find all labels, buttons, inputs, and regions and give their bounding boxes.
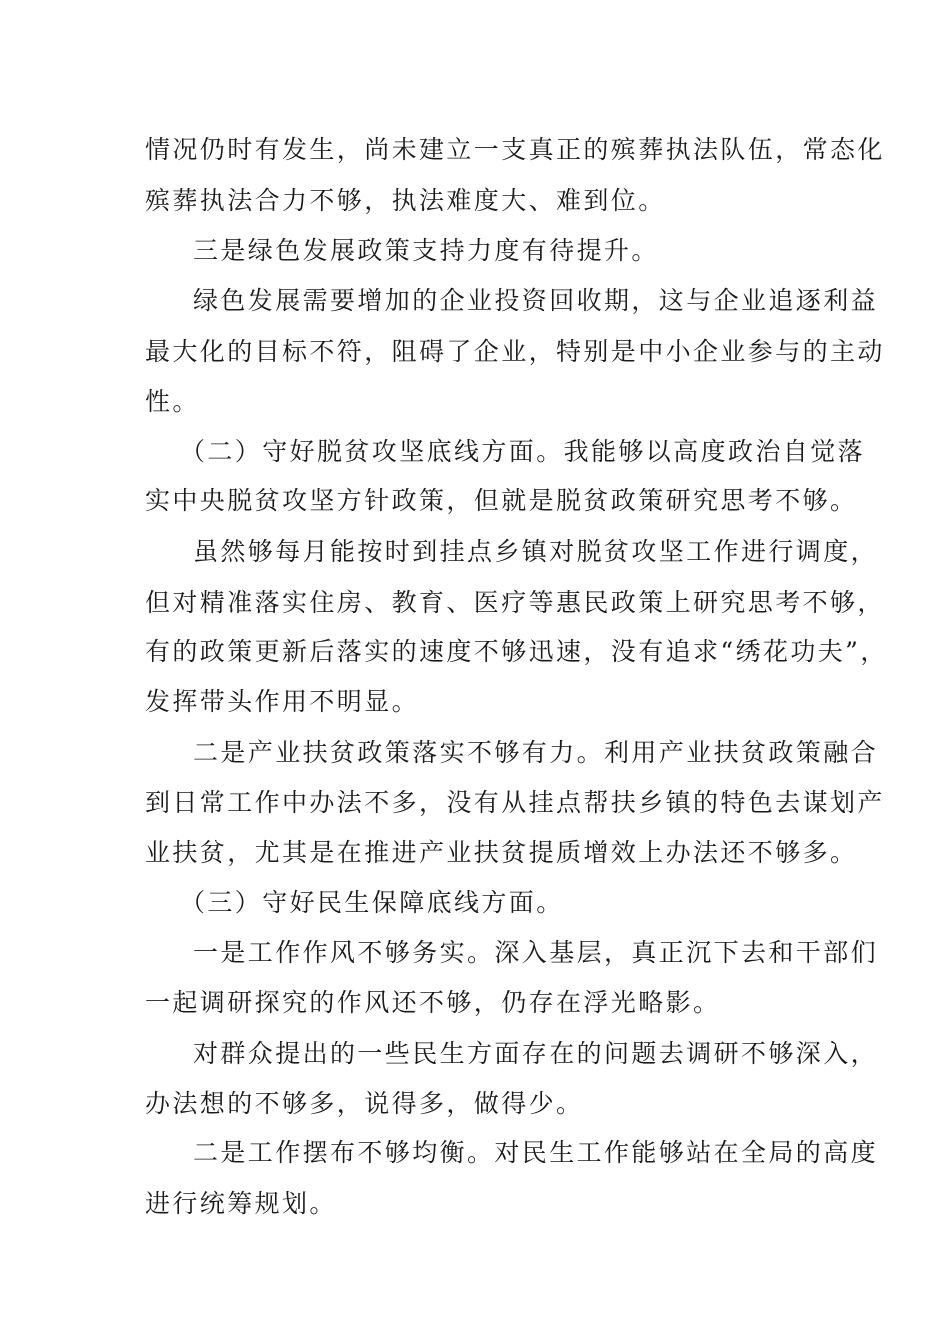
paragraph-line: 但对精准落实住房、教育、医疗等惠民政策上研究思考不够， [145,588,885,617]
paragraph-line: 实中央脱贫攻坚方针政策，但就是脱贫政策研究思考不够。 [145,486,858,515]
paragraph-line: 殡葬执法合力不够，执法难度大、难到位。 [145,186,666,215]
paragraph-line: 到日常工作中办法不多，没有从挂点帮扶乡镇的特色去谋划产 [145,788,885,817]
paragraph-line: 业扶贫，尤其是在推进产业扶贫提质增效上办法还不够多。 [145,838,858,867]
paragraph-line: 有的政策更新后落实的速度不够迅速，没有追求“绣花功夫”， [145,637,888,666]
paragraph-line: 一是工作作风不够务实。深入基层，真正沉下去和干部们 [193,938,879,967]
section-heading: （二）守好脱贫攻坚底线方面。我能够以高度政治自觉落 [180,437,866,466]
paragraph-line: 三是绿色发展政策支持力度有待提升。 [193,236,659,265]
paragraph-line: 情况仍时有发生，尚未建立一支真正的殡葬执法队伍，常态化 [145,135,885,164]
paragraph-line: 一起调研探究的作风还不够，仍存在浮光略影。 [145,988,721,1017]
paragraph-line: 办法想的不够多，说得多，做得少。 [145,1089,584,1118]
paragraph-line: 进行统筹规划。 [145,1189,337,1218]
paragraph-line: 发挥带头作用不明显。 [145,687,420,716]
paragraph-line: 性。 [145,387,200,416]
paragraph-line: 二是工作摆布不够均衡。对民生工作能够站在全局的高度 [193,1138,879,1167]
paragraph-line: 二是产业扶贫政策落实不够有力。利用产业扶贫政策融合 [193,738,879,767]
paragraph-line: 对群众提出的一些民生方面存在的问题去调研不够深入， [193,1039,879,1068]
section-heading: （三）守好民生保障底线方面。 [180,888,564,917]
paragraph-line: 虽然够每月能按时到挂点乡镇对脱贫攻坚工作进行调度， [193,537,879,566]
paragraph-line: 绿色发展需要增加的企业投资回收期，这与企业追逐利益 [193,286,879,315]
paragraph-line: 最大化的目标不符，阻碍了企业，特别是中小企业参与的主动 [145,337,885,366]
